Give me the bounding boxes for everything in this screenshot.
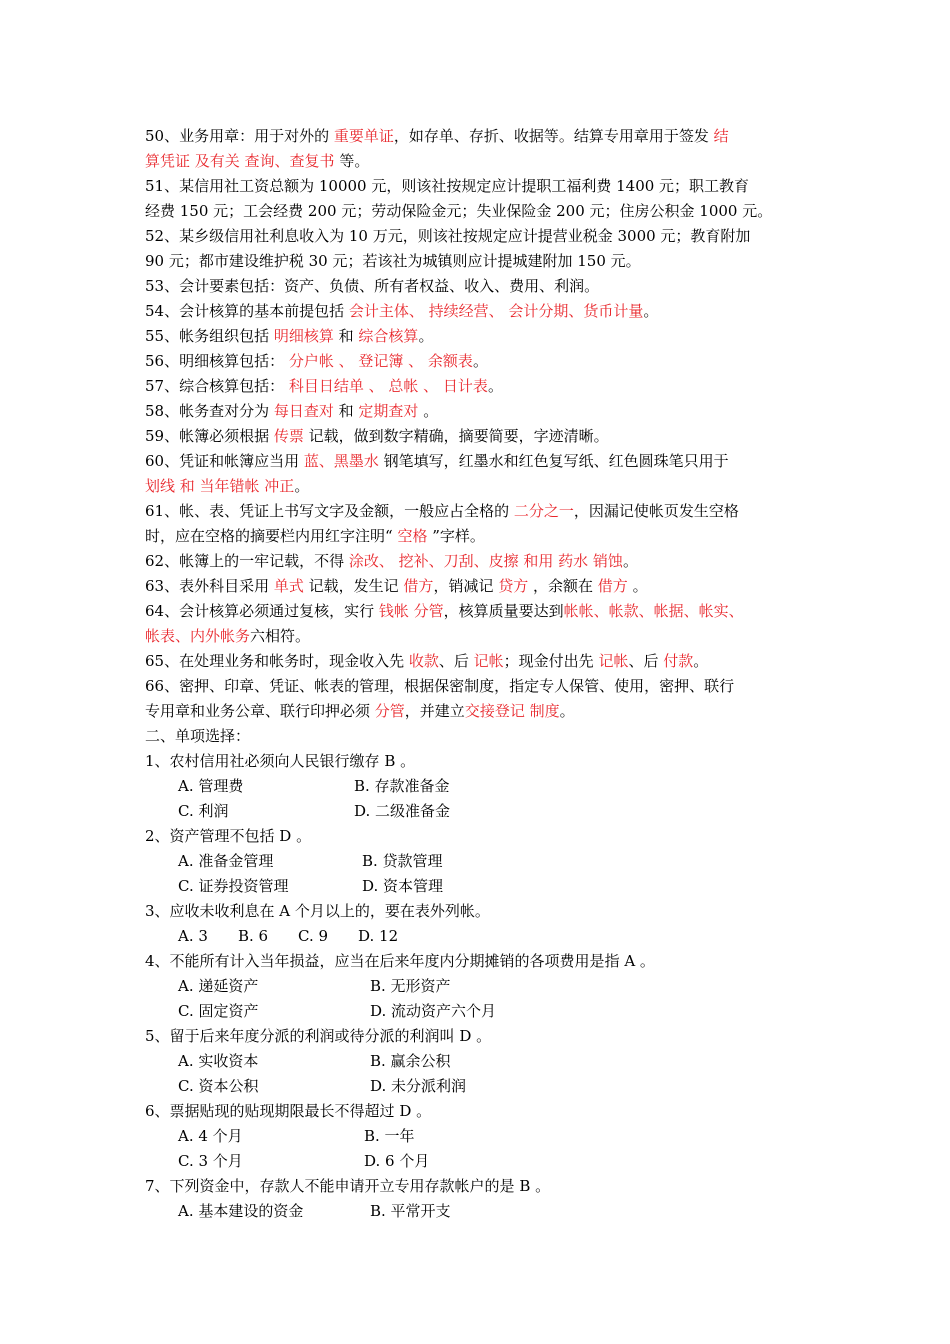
choice-option: C. 9 xyxy=(298,927,329,945)
choice-option: B. 存款准备金 xyxy=(354,777,450,795)
body-text: 。 xyxy=(418,402,439,420)
body-text: 。 xyxy=(472,352,488,370)
text-line xyxy=(145,374,825,399)
choice-option: B. 一年 xyxy=(364,1127,415,1145)
body-text: ，余额在 xyxy=(528,577,598,595)
body-text: 5、留于后来年度分派的利润或待分派的利润叫 D 。 xyxy=(145,1027,492,1045)
body-text: 。 xyxy=(294,477,310,495)
body-text: ，因漏记使帐页发生空格 xyxy=(573,502,739,520)
choice-option: D. 资本管理 xyxy=(362,877,444,895)
text-line xyxy=(145,1024,825,1049)
option-row xyxy=(145,799,825,824)
choice-option: A. 准备金管理 xyxy=(178,852,274,870)
text-line xyxy=(145,524,825,549)
body-text: 。 xyxy=(643,302,659,320)
body-text: 专用章和业务公章、联行印押必须 xyxy=(145,702,375,720)
text-line xyxy=(145,949,825,974)
option-row xyxy=(145,924,825,949)
choice-option: C. 利润 xyxy=(178,802,229,820)
body-text: 。 xyxy=(622,552,638,570)
body-text: ，如存单、存折、收据等。结算专用章用于签发 xyxy=(393,127,714,145)
body-text: 54、会计核算的基本前提包括 xyxy=(145,302,349,320)
body-text: 63、表外科目采用 xyxy=(145,577,274,595)
choice-option: C. 证券投资管理 xyxy=(178,877,289,895)
text-line xyxy=(145,624,825,649)
answer-text: 分户帐 、 登记簿 、 余额表 xyxy=(288,352,473,370)
body-text: 二、单项选择： xyxy=(145,727,251,745)
choice-option: B. 贷款管理 xyxy=(362,852,443,870)
text-line xyxy=(145,349,825,374)
choice-option: D. 12 xyxy=(358,927,399,945)
body-text: ，销减记 xyxy=(433,577,499,595)
choice-option: A. 实收资本 xyxy=(178,1052,259,1070)
choice-option: A. 4 个月 xyxy=(178,1127,243,1145)
option-row xyxy=(145,1049,825,1074)
body-text: 、后 xyxy=(438,652,474,670)
answer-text: 单式 xyxy=(273,577,304,595)
option-row xyxy=(145,849,825,874)
body-text: 和 xyxy=(333,402,359,420)
body-text: 3、应收未收利息在 A 个月以上的，要在表外列帐。 xyxy=(145,902,490,920)
text-line xyxy=(145,574,825,599)
body-text: 50、业务用章：用于对外的 xyxy=(145,127,334,145)
choice-option: A. 3 xyxy=(178,927,208,945)
body-text: 1、农村信用社必须向人民银行缴存 B 。 xyxy=(145,752,416,770)
text-line xyxy=(145,399,825,424)
body-text: 钢笔填写，红墨水和红色复写纸、红色圆珠笔只用于 xyxy=(378,452,729,470)
text-line xyxy=(145,124,825,149)
body-text: 53、会计要素包括：资产、负债、所有者权益、收入、费用、利润。 xyxy=(145,277,600,295)
body-text: 2、资产管理不包括 D 。 xyxy=(145,827,312,845)
body-text: 90 元；都市建设维护税 30 元；若该社为城镇则应计提城建附加 150 元。 xyxy=(145,252,641,270)
answer-text: 记帐 xyxy=(598,652,629,670)
body-text: 58、帐务查对分为 xyxy=(145,402,274,420)
option-row xyxy=(145,999,825,1024)
answer-text: 传票 xyxy=(273,427,304,445)
choice-option: B. 平常开支 xyxy=(370,1202,451,1220)
body-text: ；现金付出先 xyxy=(503,652,599,670)
body-text: 记载，发生记 xyxy=(303,577,404,595)
choice-option: A. 递延资产 xyxy=(178,977,259,995)
choice-option: C. 3 个月 xyxy=(178,1152,243,1170)
answer-text: 会计主体、 持续经营、 会计分期、货币计量 xyxy=(348,302,644,320)
answer-text: 空格 xyxy=(397,527,428,545)
answer-text: 钱帐 分管 xyxy=(378,602,444,620)
text-line xyxy=(145,324,825,349)
text-line xyxy=(145,274,825,299)
answer-text: 涂改、 挖补、刀刮、皮擦 和用 药水 销蚀 xyxy=(348,552,623,570)
body-text: 六相符。 xyxy=(250,627,311,645)
body-text: 。 xyxy=(487,377,503,395)
text-line xyxy=(145,699,825,724)
body-text: 。 xyxy=(627,577,648,595)
answer-text: 交接登记 制度 xyxy=(464,702,560,720)
body-text: 66、密押、印章、凭证、帐表的管理，根据保密制度，指定专人保管、使用，密押、联行 xyxy=(145,677,735,695)
text-line xyxy=(145,724,825,749)
choice-option: C. 固定资产 xyxy=(178,1002,259,1020)
text-line xyxy=(145,424,825,449)
body-text: 时，应在空格的摘要栏内用红字注明“ xyxy=(145,527,398,545)
text-line xyxy=(145,649,825,674)
text-line xyxy=(145,249,825,274)
text-line xyxy=(145,824,825,849)
answer-text: 定期查对 xyxy=(358,402,419,420)
body-text: 52、某乡级信用社利息收入为 10 万元，则该社按规定应计提营业税金 3000 元；教育附加 xyxy=(145,227,751,245)
answer-text: 结 xyxy=(713,127,729,145)
body-text: 6、票据贴现的贴现期限最长不得超过 D 。 xyxy=(145,1102,432,1120)
answer-text: 算凭证 及有关 查询、查复书 xyxy=(145,152,335,170)
body-text: 62、帐簿上的一牢记载，不得 xyxy=(145,552,349,570)
option-row xyxy=(145,1199,825,1224)
text-line xyxy=(145,549,825,574)
text-line xyxy=(145,224,825,249)
answer-text: 付款 xyxy=(663,652,694,670)
body-text: 记载，做到数字精确，摘要简要，字迹清晰。 xyxy=(303,427,609,445)
text-line xyxy=(145,174,825,199)
body-text: 65、在处理业务和帐务时，现金收入先 xyxy=(145,652,409,670)
body-text: 。 xyxy=(559,702,575,720)
text-line xyxy=(145,599,825,624)
answer-text: 贷方 xyxy=(498,577,529,595)
choice-option: D. 6 个月 xyxy=(364,1152,430,1170)
text-line xyxy=(145,499,825,524)
body-text: 60、凭证和帐簿应当用 xyxy=(145,452,304,470)
body-text: 4、不能所有计入当年损益，应当在后来年度内分期摊销的各项费用是指 A 。 xyxy=(145,952,655,970)
choice-option: A. 基本建设的资金 xyxy=(178,1202,304,1220)
option-row xyxy=(145,874,825,899)
body-text: 64、会计核算必须通过复核，实行 xyxy=(145,602,379,620)
answer-text: 明细核算 xyxy=(273,327,334,345)
choice-option: D. 未分派利润 xyxy=(370,1077,467,1095)
body-text: 7、下列资金中，存款人不能申请开立专用存款帐户的是 B 。 xyxy=(145,1177,551,1195)
body-text: 经费 150 元；工会经费 200 元；劳动保险金元；失业保险金 200 元；住房公积金 1000 元。 xyxy=(145,202,773,220)
body-text: 51、某信用社工资总额为 10000 元，则该社按规定应计提职工福利费 1400 元；职工教育 xyxy=(145,177,750,195)
answer-text: 记帐 xyxy=(473,652,504,670)
choice-option: B. 赢余公积 xyxy=(370,1052,451,1070)
option-row xyxy=(145,1074,825,1099)
answer-text: 每日查对 xyxy=(273,402,334,420)
option-row xyxy=(145,1149,825,1174)
answer-text: 借方 xyxy=(403,577,434,595)
body-text: 59、帐簿必须根据 xyxy=(145,427,274,445)
choice-option: D. 二级准备金 xyxy=(354,802,451,820)
text-line xyxy=(145,1174,825,1199)
body-text: ，并建立 xyxy=(404,702,465,720)
body-text: 和 xyxy=(333,327,359,345)
body-text: 61、帐、表、凭证上书写文字及金额，一般应占全格的 xyxy=(145,502,514,520)
choice-option: B. 6 xyxy=(238,927,269,945)
option-row xyxy=(145,1124,825,1149)
answer-text: 借方 xyxy=(597,577,628,595)
body-text: ”字样。 xyxy=(427,527,485,545)
answer-text: 帐帐、帐款、帐据、帐实、 xyxy=(563,602,744,620)
answer-text: 科目日结单 、 总帐 、 日计表 xyxy=(288,377,488,395)
answer-text: 蓝、黑墨水 xyxy=(303,452,379,470)
option-row xyxy=(145,774,825,799)
answer-text: 帐表、内外帐务 xyxy=(145,627,251,645)
answer-text: 分管 xyxy=(374,702,405,720)
body-text: 。 xyxy=(693,652,709,670)
body-text: 55、帐务组织包括 xyxy=(145,327,274,345)
option-row xyxy=(145,974,825,999)
text-line xyxy=(145,1099,825,1124)
text-line xyxy=(145,449,825,474)
body-text: 等。 xyxy=(334,152,370,170)
text-line xyxy=(145,474,825,499)
text-line xyxy=(145,749,825,774)
answer-text: 划线 和 当年错帐 冲正 xyxy=(145,477,295,495)
text-line xyxy=(145,199,825,224)
document-page xyxy=(145,124,825,1224)
answer-text: 综合核算 xyxy=(358,327,419,345)
choice-option: A. 管理费 xyxy=(178,777,244,795)
choice-option: D. 流动资产六个月 xyxy=(370,1002,497,1020)
body-text: 、后 xyxy=(628,652,664,670)
choice-option: C. 资本公积 xyxy=(178,1077,259,1095)
text-line xyxy=(145,674,825,699)
text-line xyxy=(145,149,825,174)
answer-text: 重要单证 xyxy=(333,127,394,145)
answer-text: 二分之一 xyxy=(513,502,574,520)
body-text: 。 xyxy=(418,327,434,345)
body-text: 56、明细核算包括： xyxy=(145,352,289,370)
body-text: 57、综合核算包括： xyxy=(145,377,289,395)
choice-option: B. 无形资产 xyxy=(370,977,451,995)
body-text: ，核算质量要达到 xyxy=(443,602,564,620)
text-line xyxy=(145,899,825,924)
answer-text: 收款 xyxy=(408,652,439,670)
text-line xyxy=(145,299,825,324)
